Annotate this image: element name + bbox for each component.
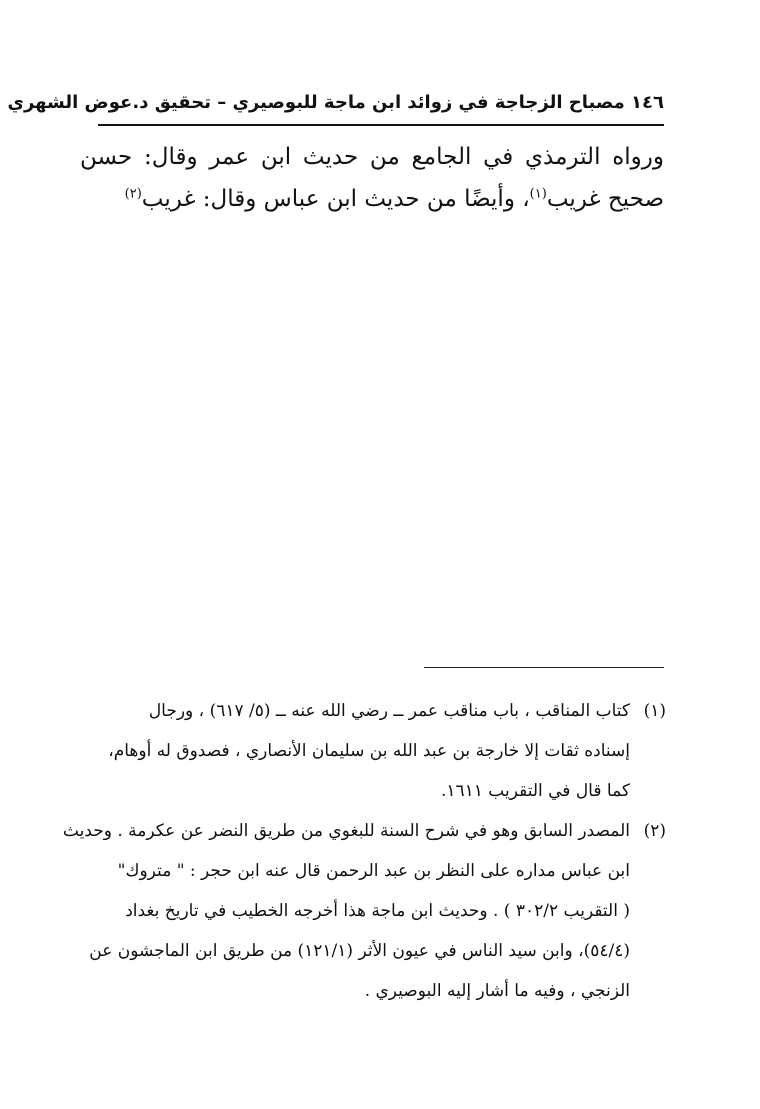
footnote-separator [424,667,664,668]
footnote-line: المصدر السابق وهو في شرح السنة للبغوي من طريق النضر عن عكرمة . وحديث [62,821,630,841]
footnote-1 [80,691,666,811]
footnote-line: الزنجي ، وفيه ما أشار إليه البوصيري . [364,981,630,1001]
footnote-number: (١) [643,701,666,721]
footnote-ref-1[interactable]: (١) [529,186,547,202]
footnote-2 [62,811,666,1011]
footnote-line: (٥٤/٤)، وابن سيد الناس في عيون الأثر (١٢١/١) من طريق ابن الماجشون عن [89,941,630,961]
running-header [7,88,664,126]
main-paragraph [80,136,664,220]
body-text-part1: ورواه الترمذي في الجامع من حديث ابن عمر وقال: حسن صحيح غريب [80,144,664,212]
header-title: ١٤٦ مصباح الزجاجة في زوائد ابن ماجة للبوصيري – تحقيق د.عوض الشهري [7,92,664,113]
footnote-line: كما قال في التقريب ١٦١١. [440,781,630,801]
body-text-part2: ، وأيضًا من حديث ابن عباس وقال: غريب [141,186,530,212]
footnotes [62,691,666,1011]
footnote-line: ابن عباس مداره على النظر بن عبد الرحمن قال عنه ابن حجر : " متروك" [117,861,630,881]
footnote-line: ( التقريب ٣٠٢/٢ ) . وحديث ابن ماجة هذا أخرجه الخطيب في تاريخ بغداد [125,901,630,921]
footnote-line: إسناده ثقات إلا خارجة بن عبد الله بن سليمان الأنصاري ، فصدوق له أوهام، [108,741,630,761]
footnote-lines [80,691,630,811]
footnote-lines [62,811,630,1011]
footnote-ref-2[interactable]: (٢) [124,186,142,202]
footnote-number: (٢) [643,821,666,841]
footnote-line: كتاب المناقب ، باب مناقب عمر ــ رضي الله عنه ــ (٥/ ٦١٧) ، ورجال [148,701,630,721]
